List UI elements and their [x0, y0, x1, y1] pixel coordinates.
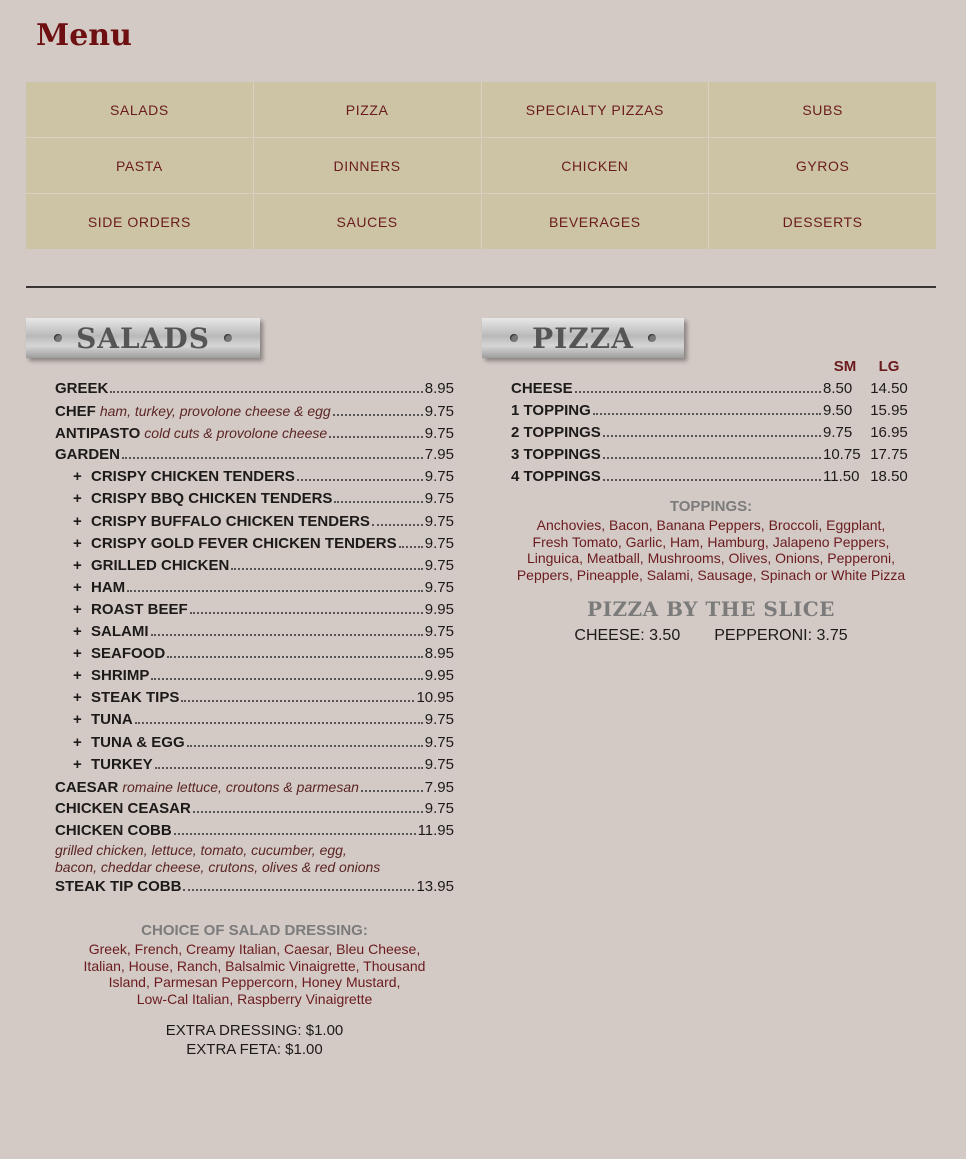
item-price: 9.75 — [424, 468, 454, 486]
menu-item-row — [55, 643, 454, 665]
rivet-icon — [224, 334, 232, 342]
plus-icon: + — [73, 689, 82, 707]
page-title: Menu — [36, 18, 132, 53]
leader-dots — [122, 457, 423, 459]
rivet-icon — [648, 334, 656, 342]
item-price: 9.75 — [424, 711, 454, 729]
size-header — [511, 358, 911, 378]
item-description: romaine lettuce, croutons & parmesan — [122, 778, 359, 795]
menu-item-row — [55, 754, 454, 776]
item-price: 9.75 — [424, 799, 454, 817]
plus-icon: + — [73, 733, 82, 751]
price-lg: 15.95 — [870, 402, 908, 419]
toppings-list — [511, 517, 911, 583]
leader-dots — [151, 634, 423, 636]
salad-dressing-section — [55, 922, 454, 1059]
plus-icon: + — [73, 468, 82, 486]
pizza-item-row — [511, 422, 911, 444]
category-nav — [26, 82, 936, 249]
toppings-heading: TOPPINGS: — [669, 498, 753, 515]
plus-icon: + — [73, 534, 82, 552]
slice-heading: PIZZA BY THE SLICE — [587, 597, 835, 621]
dressing-option-line: Island, Parmesan Peppercorn, Honey Mustard, — [108, 974, 401, 990]
size-sm-label: SM — [833, 358, 857, 375]
salads-list — [55, 378, 454, 898]
price-sm: 9.75 — [823, 424, 853, 441]
extra-dressing: EXTRA DRESSING: $1.00 — [165, 1022, 344, 1039]
item-price: 9.75 — [424, 623, 454, 641]
price-sm: 9.50 — [823, 402, 853, 419]
leader-dots — [127, 590, 423, 592]
pizza-item-row — [511, 400, 911, 422]
item-description: ham, turkey, provolone cheese & egg — [99, 403, 331, 420]
leader-dots — [329, 436, 423, 438]
pizza-item-row — [511, 378, 911, 400]
topping-line: Anchovies, Bacon, Banana Peppers, Broccoli, Eggplant, — [536, 517, 886, 533]
item-name: STEAK TIP COBB — [55, 877, 182, 895]
leader-dots — [190, 612, 423, 614]
item-price: 13.95 — [416, 877, 454, 895]
item-price: 9.75 — [424, 733, 454, 751]
item-price: 8.95 — [424, 645, 454, 663]
menu-item-row — [55, 422, 454, 444]
nav-item-pasta[interactable]: PASTA — [26, 138, 253, 193]
plus-icon: + — [73, 645, 82, 663]
menu-item-row — [55, 798, 454, 820]
item-name: TURKEY — [91, 755, 153, 773]
price-sm: 10.75 — [823, 446, 861, 463]
plus-icon: + — [73, 623, 82, 641]
item-price: 7.95 — [424, 446, 454, 464]
plus-icon: + — [73, 490, 82, 508]
nav-item-dinners[interactable]: DINNERS — [254, 138, 481, 193]
item-name: CRISPY BBQ CHICKEN TENDERS — [91, 490, 333, 508]
menu-item-row — [55, 665, 454, 687]
leader-dots — [603, 435, 821, 437]
plus-icon: + — [73, 711, 82, 729]
item-price: 9.95 — [424, 667, 454, 685]
slice-pepperoni-price: PEPPERONI: 3.75 — [714, 627, 848, 644]
leader-dots — [297, 479, 423, 481]
item-name: 2 TOPPINGS — [511, 424, 601, 441]
item-price: 9.75 — [424, 755, 454, 773]
item-name: GRILLED CHICKEN — [91, 556, 230, 574]
leader-dots — [155, 767, 423, 769]
rivet-icon — [510, 334, 518, 342]
pizza-heading: PIZZA — [532, 321, 634, 355]
menu-item-row — [55, 400, 454, 422]
leader-dots — [361, 790, 423, 792]
plus-icon: + — [73, 578, 82, 596]
price-lg: 17.75 — [870, 446, 908, 463]
item-price: 9.75 — [424, 403, 454, 421]
nav-item-subs[interactable]: SUBS — [709, 82, 936, 137]
menu-item-row — [55, 555, 454, 577]
item-price: 9.75 — [424, 556, 454, 574]
leader-dots — [174, 833, 416, 835]
menu-item-row — [55, 511, 454, 533]
item-price: 9.75 — [424, 490, 454, 508]
dressing-option-line: Low-Cal Italian, Raspberry Vinaigrette — [136, 990, 373, 1007]
leader-dots — [167, 656, 423, 658]
dressing-heading: CHOICE OF SALAD DRESSING: — [141, 922, 368, 939]
salads-heading: SALADS — [76, 321, 210, 355]
item-price: 9.75 — [424, 578, 454, 596]
divider — [26, 286, 936, 288]
menu-item-row — [55, 709, 454, 731]
nav-item-specialty-pizzas[interactable]: SPECIALTY PIZZAS — [482, 82, 709, 137]
item-price: 9.75 — [424, 534, 454, 552]
item-price: 10.95 — [416, 689, 454, 707]
leader-dots — [372, 524, 423, 526]
menu-item-row — [55, 687, 454, 709]
item-name: GREEK — [55, 380, 109, 397]
item-name: STEAK TIPS — [91, 689, 180, 707]
size-lg-label: LG — [878, 358, 900, 375]
leader-dots — [187, 745, 423, 747]
price-sm: 8.50 — [823, 380, 853, 397]
dressing-option-line: Greek, French, Creamy Italian, Caesar, Bleu Cheese, — [88, 941, 421, 957]
item-description: cold cuts & provolone cheese — [144, 425, 328, 442]
leader-dots — [231, 568, 422, 570]
menu-item-row — [55, 732, 454, 754]
item-name: GARDEN — [55, 446, 121, 464]
item-name: CRISPY GOLD FEVER CHICKEN TENDERS — [91, 534, 397, 552]
leader-dots — [334, 501, 422, 503]
price-lg: 14.50 — [870, 380, 908, 397]
topping-line: Fresh Tomato, Garlic, Ham, Hamburg, Jalapeno Peppers, — [532, 533, 890, 550]
slice-cheese-price: CHEESE: 3.50 — [574, 627, 681, 644]
nav-item-gyros[interactable]: GYROS — [709, 138, 936, 193]
plus-icon: + — [73, 512, 82, 530]
dressing-options — [55, 941, 454, 1007]
plus-icon: + — [73, 556, 82, 574]
item-name: SHRIMP — [91, 667, 150, 685]
item-name: 3 TOPPINGS — [511, 446, 601, 463]
item-name: 4 TOPPINGS — [511, 468, 601, 485]
topping-line: Peppers, Pineapple, Salami, Sausage, Spinach or White Pizza — [516, 566, 906, 583]
item-name: 1 TOPPING — [511, 402, 591, 419]
pizza-heading-plaque — [482, 318, 684, 358]
nav-item-sauces[interactable]: SAUCES — [254, 194, 481, 249]
item-name: CRISPY BUFFALO CHICKEN TENDERS — [91, 512, 370, 530]
plus-icon: + — [73, 667, 82, 685]
item-price: 9.75 — [424, 425, 454, 443]
leader-dots — [135, 722, 423, 724]
menu-item-row — [55, 621, 454, 643]
leader-dots — [603, 479, 821, 481]
item-name: ROAST BEEF — [91, 600, 188, 618]
pizza-section — [511, 358, 911, 645]
menu-item-row — [55, 533, 454, 555]
rivet-icon — [54, 334, 62, 342]
nav-item-side-orders[interactable]: SIDE ORDERS — [26, 194, 253, 249]
leader-dots — [333, 414, 423, 416]
leader-dots — [110, 391, 422, 393]
item-description: bacon, cheddar cheese, crutons, olives & red onions — [55, 858, 381, 875]
nav-item-desserts[interactable]: DESSERTS — [709, 194, 936, 249]
menu-item-row — [55, 378, 454, 400]
pizza-list — [511, 378, 911, 488]
item-name: SEAFOOD — [91, 645, 166, 663]
item-name: HAM — [91, 578, 126, 596]
item-name: CAESAR — [55, 778, 119, 796]
leader-dots — [575, 391, 821, 393]
item-name: TUNA & EGG — [91, 733, 185, 751]
item-name: CHICKEN CEASAR — [55, 799, 191, 817]
pizza-item-row — [511, 466, 911, 488]
item-name: SALAMI — [91, 623, 149, 641]
price-lg: 16.95 — [870, 424, 908, 441]
plus-icon: + — [73, 755, 82, 773]
menu-item-row — [55, 444, 454, 466]
item-name: TUNA — [91, 711, 133, 729]
dressing-option-line: Italian, House, Ranch, Balsalmic Vinaigrette, Thousand — [83, 957, 426, 974]
leader-dots — [593, 413, 821, 415]
menu-item-row — [55, 776, 454, 798]
item-price: 9.95 — [424, 600, 454, 618]
item-name: CHICKEN COBB — [55, 821, 172, 839]
item-price: 8.95 — [424, 380, 454, 397]
menu-item-row — [55, 876, 454, 898]
item-price: 7.95 — [424, 778, 454, 796]
topping-line: Linguica, Meatball, Mushrooms, Olives, Onions, Pepperoni, — [526, 550, 896, 566]
leader-dots — [151, 678, 422, 680]
item-name: CHEESE — [511, 380, 573, 397]
price-lg: 18.50 — [870, 468, 908, 485]
leader-dots — [603, 457, 821, 459]
menu-item-row — [55, 466, 454, 488]
item-description: grilled chicken, lettuce, tomato, cucumber, egg, — [55, 841, 347, 858]
nav-item-pizza[interactable]: PIZZA — [254, 82, 481, 137]
menu-item-row — [55, 820, 454, 842]
extra-feta: EXTRA FETA: $1.00 — [186, 1041, 323, 1058]
menu-item-row — [55, 488, 454, 510]
salads-heading-plaque — [26, 318, 260, 358]
toppings-section — [511, 498, 911, 583]
nav-item-chicken[interactable]: CHICKEN — [482, 138, 709, 193]
leader-dots — [181, 700, 414, 702]
item-name: ANTIPASTO — [55, 425, 141, 443]
item-price: 9.75 — [424, 512, 454, 530]
item-name: CRISPY CHICKEN TENDERS — [91, 468, 295, 486]
pizza-item-row — [511, 444, 911, 466]
leader-dots — [399, 546, 423, 548]
menu-item-row — [55, 599, 454, 621]
slice-section — [511, 597, 911, 645]
price-sm: 11.50 — [823, 468, 860, 485]
leader-dots — [193, 811, 423, 813]
nav-item-beverages[interactable]: BEVERAGES — [482, 194, 709, 249]
item-price: 11.95 — [417, 821, 454, 839]
item-name: CHEF — [55, 403, 96, 421]
plus-icon: + — [73, 600, 82, 618]
nav-item-salads[interactable]: SALADS — [26, 82, 253, 137]
menu-item-row — [55, 577, 454, 599]
leader-dots — [183, 889, 414, 891]
